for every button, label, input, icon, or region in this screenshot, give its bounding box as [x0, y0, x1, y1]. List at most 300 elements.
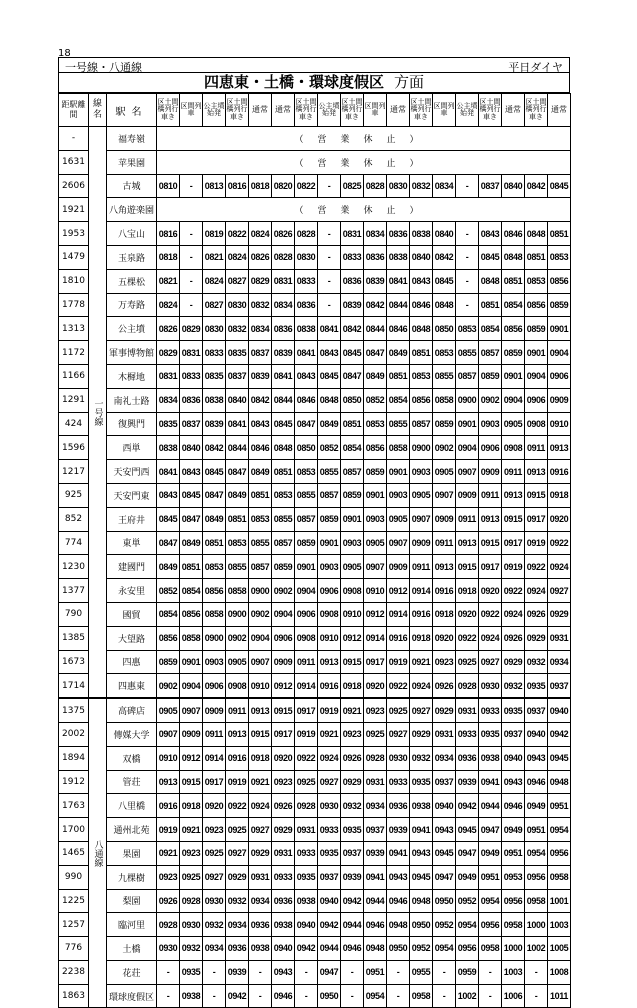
departure-time: 0929: [226, 865, 249, 889]
departure-time: 0934: [249, 889, 272, 913]
departure-time: 0911: [525, 436, 548, 460]
departure-time: 0831: [157, 364, 180, 388]
departure-time: 0943: [272, 960, 295, 984]
departure-time: 0851: [341, 412, 364, 436]
distance-cell: 1673: [59, 650, 89, 674]
departure-time: 0907: [387, 531, 410, 555]
departure-time: 0847: [295, 412, 318, 436]
departure-time: 0925: [203, 841, 226, 865]
departure-time: 0836: [364, 245, 387, 269]
departure-time: 0905: [410, 483, 433, 507]
departure-time: 0851: [410, 341, 433, 365]
departure-time: 0936: [249, 913, 272, 937]
departure-time: 0853: [226, 531, 249, 555]
departure-time: 0951: [479, 865, 502, 889]
departure-time: 0857: [295, 507, 318, 531]
departure-time: 0909: [433, 507, 456, 531]
distance-cell: 2606: [59, 174, 89, 198]
departure-time: 0913: [548, 436, 571, 460]
station-name: 傳媒大学: [107, 722, 157, 746]
departure-time: 0847: [180, 507, 203, 531]
departure-time: 0954: [525, 841, 548, 865]
departure-time: 0954: [479, 889, 502, 913]
station-name: 双橋: [107, 746, 157, 770]
station-row: [59, 937, 571, 961]
departure-time: 0850: [295, 436, 318, 460]
distance-cell: 1172: [59, 341, 89, 365]
departure-time: 0946: [387, 889, 410, 913]
departure-time: 0837: [249, 341, 272, 365]
departure-time: 0929: [502, 650, 525, 674]
departure-time: 0842: [249, 388, 272, 412]
departure-time: 0943: [525, 746, 548, 770]
departure-time: 0842: [525, 174, 548, 198]
departure-time: 0922: [502, 579, 525, 603]
departure-time: 0956: [479, 913, 502, 937]
departure-time: 0852: [364, 388, 387, 412]
departure-time: 0858: [226, 579, 249, 603]
station-name: 古城: [107, 174, 157, 198]
departure-time: 0837: [479, 174, 502, 198]
departure-time: 0826: [157, 317, 180, 341]
departure-time: 0921: [318, 722, 341, 746]
departure-time: 0824: [249, 222, 272, 246]
departure-time: 0846: [249, 436, 272, 460]
timetable: [58, 93, 571, 1008]
departure-time: 0943: [433, 818, 456, 842]
departure-time: -: [318, 269, 341, 293]
departure-time: 0910: [548, 412, 571, 436]
departure-time: 0935: [525, 674, 548, 698]
departure-time: 0841: [318, 317, 341, 341]
departure-time: 0913: [479, 507, 502, 531]
station-row: [59, 984, 571, 1008]
train-type-header: 区土間橋列行車き: [525, 94, 548, 127]
departure-time: 0904: [295, 579, 318, 603]
departure-time: 0928: [364, 746, 387, 770]
departure-time: 0934: [226, 913, 249, 937]
departure-time: 0901: [318, 531, 341, 555]
departure-time: 0853: [249, 507, 272, 531]
departure-time: 0851: [272, 460, 295, 484]
train-type-header: 区土間橋列行車き: [295, 94, 318, 127]
departure-time: 0845: [272, 412, 295, 436]
departure-time: 0924: [548, 555, 571, 579]
departure-time: 0923: [203, 818, 226, 842]
departure-time: 0847: [341, 364, 364, 388]
departure-time: -: [456, 269, 479, 293]
distance-cell: 925: [59, 483, 89, 507]
departure-time: 0816: [157, 222, 180, 246]
train-type-header: 区土間橋列行車き: [479, 94, 502, 127]
departure-time: 1000: [525, 913, 548, 937]
departure-time: 0950: [433, 889, 456, 913]
station-row: [59, 317, 571, 341]
distance-cell: 1700: [59, 818, 89, 842]
departure-time: 0919: [226, 770, 249, 794]
departure-time: 0853: [295, 460, 318, 484]
departure-time: 0932: [525, 650, 548, 674]
station-name: 通州北苑: [107, 818, 157, 842]
departure-time: 0838: [157, 436, 180, 460]
departure-time: 0912: [364, 602, 387, 626]
departure-time: 0843: [157, 483, 180, 507]
station-row: [59, 222, 571, 246]
departure-time: 0922: [479, 602, 502, 626]
departure-time: 0937: [502, 722, 525, 746]
departure-time: 0859: [295, 531, 318, 555]
train-type-header: 通常: [249, 94, 272, 127]
departure-time: 1005: [548, 937, 571, 961]
departure-time: 0911: [456, 507, 479, 531]
direction-main: 四恵東・土橋・環球度假区: [203, 73, 384, 91]
departure-time: 0928: [157, 913, 180, 937]
station-row: [59, 698, 571, 722]
departure-time: 0903: [203, 650, 226, 674]
departure-time: 0940: [525, 722, 548, 746]
departure-time: 0903: [479, 412, 502, 436]
distance-cell: 1863: [59, 984, 89, 1008]
departure-time: 0949: [525, 794, 548, 818]
train-type-header: 通常: [387, 94, 410, 127]
departure-time: 0935: [479, 722, 502, 746]
departure-time: 0902: [226, 626, 249, 650]
departure-time: -: [318, 293, 341, 317]
departure-time: 0841: [157, 460, 180, 484]
departure-time: 0834: [249, 317, 272, 341]
distance-cell: 1596: [59, 436, 89, 460]
departure-time: 0838: [203, 388, 226, 412]
departure-time: -: [456, 293, 479, 317]
station-row: [59, 960, 571, 984]
distance-cell: 1465: [59, 841, 89, 865]
departure-time: 0851: [180, 555, 203, 579]
departure-time: 0936: [456, 746, 479, 770]
departure-time: 0911: [226, 698, 249, 722]
departure-time: 0843: [479, 222, 502, 246]
departure-time: 0905: [387, 507, 410, 531]
departure-time: 0902: [433, 436, 456, 460]
departure-time: 0822: [295, 174, 318, 198]
departure-time: 0939: [226, 960, 249, 984]
station-row: [59, 245, 571, 269]
departure-time: 0958: [502, 913, 525, 937]
departure-time: 0926: [433, 674, 456, 698]
station-name: 南礼士路: [107, 388, 157, 412]
departure-time: 0902: [479, 388, 502, 412]
departure-time: 0933: [387, 770, 410, 794]
departure-time: 0830: [387, 174, 410, 198]
departure-time: 0925: [295, 770, 318, 794]
train-type-header: 区土間橋列行車き: [226, 94, 249, 127]
departure-time: 0951: [364, 960, 387, 984]
distance-cell: 1377: [59, 579, 89, 603]
departure-time: 0854: [341, 436, 364, 460]
departure-time: 0911: [479, 483, 502, 507]
departure-time: 0853: [272, 483, 295, 507]
departure-time: 0845: [180, 483, 203, 507]
departure-time: 0930: [180, 913, 203, 937]
departure-time: 0849: [226, 483, 249, 507]
departure-time: 0912: [341, 626, 364, 650]
departure-time: 0922: [548, 531, 571, 555]
departure-time: 0954: [433, 937, 456, 961]
departure-time: 0851: [479, 293, 502, 317]
departure-time: 0923: [180, 841, 203, 865]
departure-time: 0930: [318, 794, 341, 818]
departure-time: 0838: [387, 245, 410, 269]
departure-time: 0851: [249, 483, 272, 507]
departure-time: -: [180, 293, 203, 317]
departure-time: 0933: [479, 698, 502, 722]
schedule-type: 平日ダイヤ: [508, 61, 563, 74]
departure-time: 0834: [433, 174, 456, 198]
station-row: [59, 770, 571, 794]
departure-time: 0904: [525, 364, 548, 388]
departure-time: 0924: [525, 579, 548, 603]
departure-time: 0927: [249, 818, 272, 842]
train-type-header: 区間列車: [433, 94, 456, 127]
departure-time: 0917: [502, 531, 525, 555]
header-bar: [58, 57, 570, 73]
departure-time: 0924: [318, 746, 341, 770]
departure-time: 0909: [387, 555, 410, 579]
departure-time: 0834: [272, 293, 295, 317]
departure-time: 0821: [203, 245, 226, 269]
departure-time: 0951: [548, 794, 571, 818]
departure-time: 0839: [249, 364, 272, 388]
departure-time: 0920: [272, 746, 295, 770]
departure-time: 0908: [295, 626, 318, 650]
departure-time: -: [180, 174, 203, 198]
departure-time: 0937: [548, 674, 571, 698]
departure-time: 0931: [295, 818, 318, 842]
departure-time: 0908: [525, 412, 548, 436]
departure-time: 0939: [341, 865, 364, 889]
departure-time: 0853: [364, 412, 387, 436]
station-row: [59, 579, 571, 603]
departure-time: 0941: [479, 770, 502, 794]
departure-time: 0829: [157, 341, 180, 365]
departure-time: 0909: [479, 460, 502, 484]
departure-time: 0958: [410, 984, 433, 1008]
line-title: 一号線・八通線: [65, 61, 142, 74]
train-type-header: 公主墳始発: [456, 94, 479, 127]
departure-time: 1008: [548, 960, 571, 984]
departure-time: 0904: [272, 602, 295, 626]
departure-time: 0905: [364, 531, 387, 555]
departure-time: 0938: [295, 889, 318, 913]
distance-cell: 1953: [59, 222, 89, 246]
station-name: 軍事博物館: [107, 341, 157, 365]
departure-time: 0911: [295, 650, 318, 674]
departure-time: 0910: [318, 626, 341, 650]
departure-time: 0839: [272, 341, 295, 365]
departure-time: 0810: [157, 174, 180, 198]
departure-time: 0926: [341, 746, 364, 770]
station-name: 公主墳: [107, 317, 157, 341]
departure-time: 0959: [456, 960, 479, 984]
departure-time: 0848: [272, 436, 295, 460]
departure-time: 0916: [157, 794, 180, 818]
train-type-header: 通常: [502, 94, 525, 127]
departure-time: 0845: [479, 245, 502, 269]
departure-time: 0909: [272, 650, 295, 674]
departure-time: 0930: [203, 889, 226, 913]
departure-time: 0918: [433, 602, 456, 626]
departure-time: 0844: [364, 317, 387, 341]
departure-time: 0853: [203, 555, 226, 579]
departure-time: 0930: [157, 937, 180, 961]
station-row: [59, 794, 571, 818]
departure-time: 0914: [410, 579, 433, 603]
departure-time: 0916: [226, 746, 249, 770]
departure-time: 0915: [249, 722, 272, 746]
departure-time: 0913: [226, 722, 249, 746]
departure-time: 0919: [525, 531, 548, 555]
departure-time: 0932: [410, 746, 433, 770]
station-row: [59, 127, 571, 151]
departure-time: 0825: [341, 174, 364, 198]
departure-time: 0921: [341, 698, 364, 722]
departure-time: 0940: [433, 794, 456, 818]
departure-time: 0836: [272, 317, 295, 341]
distance-cell: 774: [59, 531, 89, 555]
departure-time: 0940: [272, 937, 295, 961]
departure-time: 0956: [548, 841, 571, 865]
departure-time: 0837: [180, 412, 203, 436]
departure-time: 0917: [295, 698, 318, 722]
departure-time: 0926: [157, 889, 180, 913]
departure-time: 0943: [410, 841, 433, 865]
departure-time: 0940: [502, 746, 525, 770]
station-row: [59, 436, 571, 460]
departure-time: 0826: [272, 222, 295, 246]
departure-time: 0923: [364, 698, 387, 722]
departure-time: 0931: [456, 698, 479, 722]
departure-time: 0906: [203, 674, 226, 698]
departure-time: 0950: [387, 937, 410, 961]
departure-time: 0858: [203, 602, 226, 626]
departure-time: 1002: [456, 984, 479, 1008]
departure-time: 0917: [203, 770, 226, 794]
station-row: [59, 412, 571, 436]
departure-time: -: [387, 984, 410, 1008]
departure-time: 0920: [203, 794, 226, 818]
station-name: 八宝山: [107, 222, 157, 246]
departure-time: 0910: [249, 674, 272, 698]
departure-time: 0925: [456, 650, 479, 674]
departure-time: 0832: [226, 317, 249, 341]
departure-time: 0850: [341, 388, 364, 412]
departure-time: 0906: [295, 602, 318, 626]
departure-time: 0917: [479, 555, 502, 579]
departure-time: 0954: [456, 913, 479, 937]
departure-time: -: [456, 174, 479, 198]
departure-time: 0921: [249, 770, 272, 794]
train-type-header: 通常: [548, 94, 571, 127]
departure-time: 0853: [456, 317, 479, 341]
departure-time: 0841: [295, 341, 318, 365]
departure-time: 0851: [387, 364, 410, 388]
departure-time: 0945: [433, 841, 456, 865]
departure-time: 0903: [364, 507, 387, 531]
departure-time: 0904: [180, 674, 203, 698]
departure-time: 0952: [456, 889, 479, 913]
departure-time: 0941: [410, 818, 433, 842]
departure-time: 0859: [157, 650, 180, 674]
departure-time: 0923: [272, 770, 295, 794]
departure-time: 0946: [341, 937, 364, 961]
distance-cell: 1313: [59, 317, 89, 341]
departure-time: 0925: [180, 865, 203, 889]
departure-time: 0855: [295, 483, 318, 507]
departure-time: 0901: [364, 483, 387, 507]
departure-time: -: [433, 984, 456, 1008]
departure-time: 0845: [203, 460, 226, 484]
station-row: [59, 483, 571, 507]
departure-time: 0922: [525, 555, 548, 579]
station-name: 五棵松: [107, 269, 157, 293]
departure-time: -: [479, 984, 502, 1008]
distance-cell: 1257: [59, 913, 89, 937]
station-name: 四惠: [107, 650, 157, 674]
departure-time: 0848: [433, 293, 456, 317]
departure-time: 0843: [318, 341, 341, 365]
distance-cell: 1912: [59, 770, 89, 794]
departure-time: 0947: [433, 865, 456, 889]
header-row: [59, 94, 571, 127]
departure-time: -: [387, 960, 410, 984]
departure-time: 0924: [479, 626, 502, 650]
station-row: [59, 341, 571, 365]
departure-time: 0906: [318, 579, 341, 603]
distance-cell: 1894: [59, 746, 89, 770]
departure-time: 0927: [387, 722, 410, 746]
departure-time: 0852: [318, 436, 341, 460]
departure-time: 0922: [295, 746, 318, 770]
departure-time: 0927: [410, 698, 433, 722]
departure-time: 0938: [180, 984, 203, 1008]
station-name: 東単: [107, 531, 157, 555]
station-name: 果園: [107, 841, 157, 865]
station-name: 國貿: [107, 602, 157, 626]
departure-time: 0856: [548, 269, 571, 293]
departure-time: 0944: [364, 889, 387, 913]
departure-time: 0843: [249, 412, 272, 436]
departure-time: 0935: [295, 865, 318, 889]
station-name: 永安里: [107, 579, 157, 603]
departure-time: 0853: [548, 245, 571, 269]
departure-time: 0847: [203, 483, 226, 507]
departure-time: 0832: [410, 174, 433, 198]
departure-time: 0938: [479, 746, 502, 770]
departure-time: 0910: [364, 579, 387, 603]
departure-time: 0904: [456, 436, 479, 460]
departure-time: 0929: [433, 698, 456, 722]
departure-time: 0915: [502, 507, 525, 531]
station-row: [59, 818, 571, 842]
distance-cell: 776: [59, 937, 89, 961]
station-row: [59, 174, 571, 198]
departure-time: 0836: [180, 388, 203, 412]
distance-cell: 1217: [59, 460, 89, 484]
train-type-header: 区間列車: [364, 94, 387, 127]
departure-time: 0859: [525, 317, 548, 341]
departure-time: 0829: [249, 269, 272, 293]
departure-time: 0910: [157, 746, 180, 770]
departure-time: 0857: [479, 341, 502, 365]
